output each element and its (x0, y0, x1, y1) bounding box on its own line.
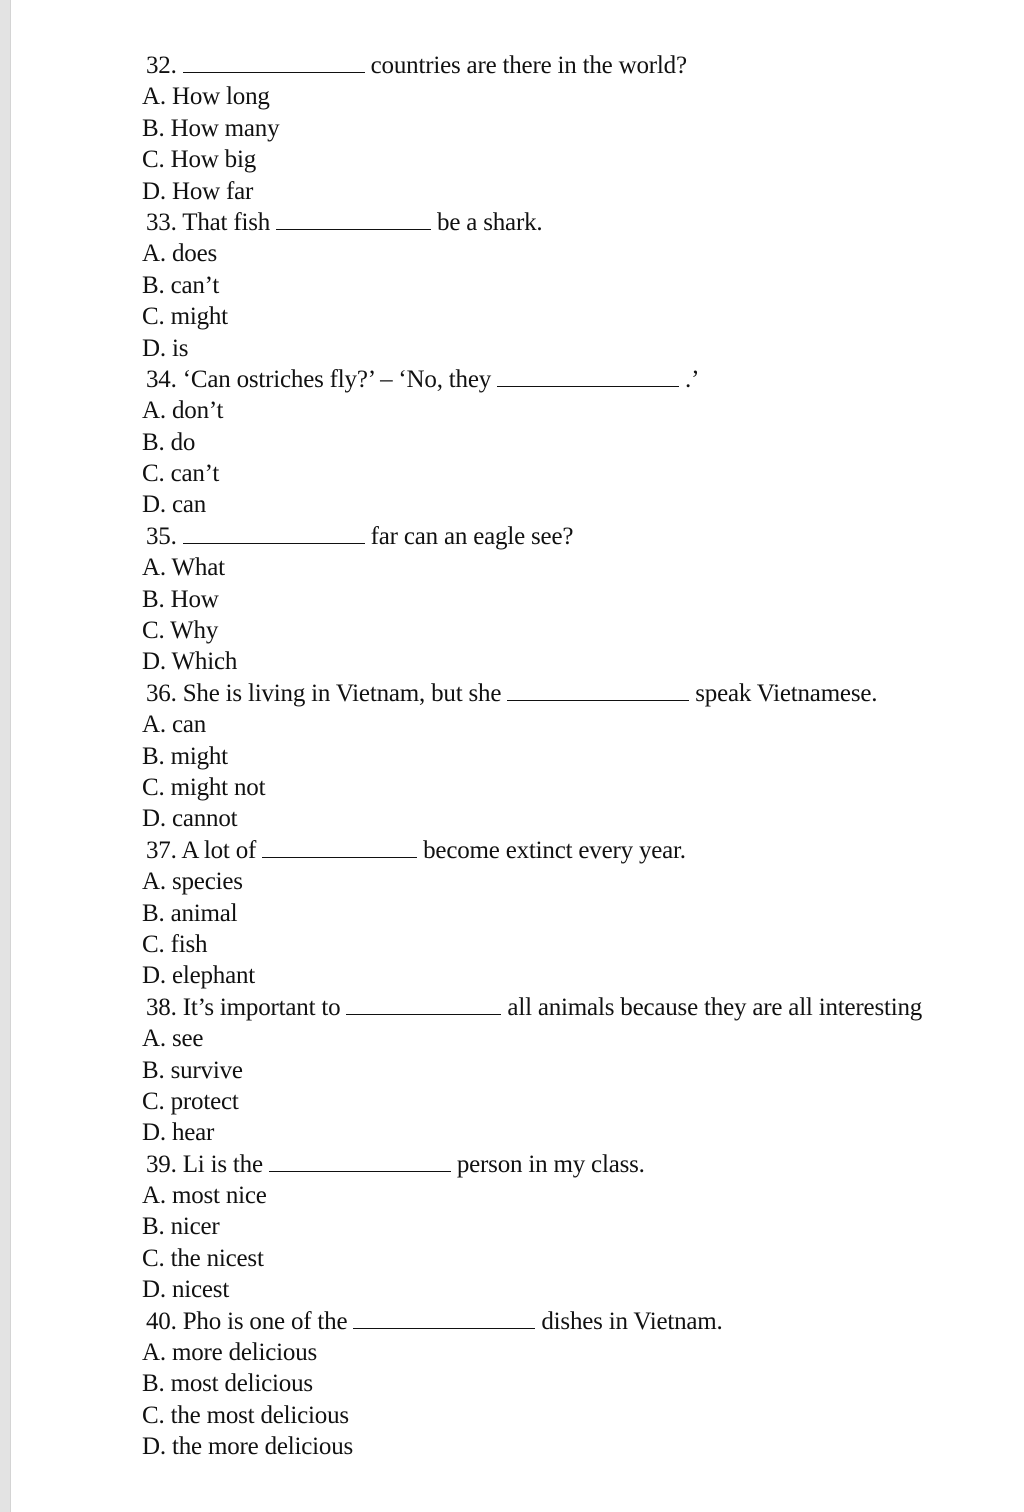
answer-blank (262, 837, 417, 858)
option-text: more delicious (171, 1339, 318, 1367)
option-letter: A. (142, 83, 166, 111)
answer-blank (497, 366, 679, 387)
question-block (142, 992, 1024, 1149)
question-block (142, 364, 1024, 521)
option-letter: C. (142, 1087, 165, 1115)
question-text-before-blank: She is living in Vietnam, but she (182, 679, 502, 707)
answer-option (142, 898, 1024, 929)
option-letter: C. (142, 617, 165, 645)
option-letter: D. (142, 1433, 166, 1461)
question-number: 34. (146, 365, 177, 393)
answer-option (142, 1117, 1024, 1148)
option-text: most delicious (170, 1370, 313, 1398)
question-number: 40. (146, 1307, 177, 1335)
option-text: the nicest (170, 1244, 264, 1272)
left-page-border (0, 0, 11, 1512)
answer-option (142, 458, 1024, 489)
question-stem (142, 50, 1024, 81)
option-text: animal (170, 899, 238, 927)
answer-blank (507, 680, 689, 701)
option-letter: B. (142, 585, 165, 613)
option-text: don’t (171, 397, 224, 425)
answer-option (142, 709, 1024, 740)
option-text: How (170, 585, 219, 613)
answer-blank (276, 209, 431, 230)
answer-option (142, 1431, 1024, 1462)
question-stem (142, 521, 1024, 552)
option-letter: D. (142, 177, 166, 205)
answer-option (142, 741, 1024, 772)
answer-option (142, 1368, 1024, 1399)
answer-option (142, 772, 1024, 803)
option-text: might (170, 742, 228, 770)
option-letter: B. (142, 428, 165, 456)
question-block (142, 521, 1024, 678)
option-letter: A. (142, 554, 166, 582)
answer-blank (183, 523, 365, 544)
option-text: nicest (171, 1276, 230, 1304)
question-text-after-blank: far can an eagle see? (370, 522, 574, 550)
option-text: see (171, 1025, 204, 1053)
answer-option (142, 301, 1024, 332)
answer-option (142, 803, 1024, 834)
answer-option (142, 615, 1024, 646)
question-number: 39. (146, 1150, 177, 1178)
option-text: cannot (171, 805, 238, 833)
question-block (142, 1306, 1024, 1463)
option-letter: C. (142, 773, 165, 801)
question-text-after-blank: be a shark. (437, 208, 543, 236)
question-block (142, 50, 1024, 207)
answer-option (142, 866, 1024, 897)
option-letter: D. (142, 1276, 166, 1304)
option-letter: C. (142, 1401, 165, 1429)
answer-option (142, 395, 1024, 426)
answer-option (142, 270, 1024, 301)
answer-option (142, 646, 1024, 677)
answer-option (142, 1180, 1024, 1211)
answer-option (142, 1055, 1024, 1086)
option-text: can (171, 711, 207, 739)
option-text: is (171, 334, 189, 362)
question-number: 37. (146, 836, 177, 864)
option-letter: A. (142, 1339, 166, 1367)
question-stem (142, 1306, 1024, 1337)
answer-option (142, 81, 1024, 112)
option-text: fish (170, 930, 208, 958)
option-letter: B. (142, 271, 165, 299)
question-number: 35. (146, 522, 177, 550)
option-letter: B. (142, 899, 165, 927)
answer-option (142, 1243, 1024, 1274)
option-text: What (171, 554, 225, 582)
question-text-after-blank: speak Vietnamese. (695, 679, 878, 707)
question-text-after-blank: dishes in Vietnam. (541, 1307, 723, 1335)
option-letter: A. (142, 240, 166, 268)
option-text: can’t (170, 460, 220, 488)
option-letter: A. (142, 868, 166, 896)
answer-option (142, 1086, 1024, 1117)
answer-option (142, 1400, 1024, 1431)
answer-option (142, 427, 1024, 458)
option-letter: A. (142, 1025, 166, 1053)
answer-option (142, 1274, 1024, 1305)
option-letter: D. (142, 491, 166, 519)
option-letter: C. (142, 460, 165, 488)
question-block (142, 678, 1024, 835)
question-text-after-blank: become extinct every year. (423, 836, 686, 864)
question-stem (142, 835, 1024, 866)
option-letter: C. (142, 303, 165, 331)
question-text-before-blank: It’s important to (182, 993, 341, 1021)
answer-option (142, 960, 1024, 991)
answer-option (142, 584, 1024, 615)
answer-blank (183, 52, 365, 73)
answer-option (142, 489, 1024, 520)
option-text: species (171, 868, 243, 896)
question-text-after-blank: .’ (685, 365, 700, 393)
option-letter: B. (142, 1370, 165, 1398)
option-text: might (170, 303, 228, 331)
quiz-content (142, 50, 1024, 1463)
question-text-before-blank: A lot of (181, 836, 257, 864)
question-text-before-blank: That fish (182, 208, 271, 236)
option-letter: B. (142, 1056, 165, 1084)
question-stem (142, 364, 1024, 395)
question-text-before-blank: Li is the (182, 1150, 263, 1178)
option-text: survive (170, 1056, 243, 1084)
question-stem (142, 992, 1024, 1023)
option-letter: D. (142, 334, 166, 362)
option-letter: D. (142, 962, 166, 990)
option-letter: D. (142, 1119, 166, 1147)
option-letter: C. (142, 1244, 165, 1272)
answer-option (142, 113, 1024, 144)
option-letter: D. (142, 805, 166, 833)
question-block (142, 835, 1024, 992)
answer-blank (346, 994, 501, 1015)
option-letter: C. (142, 146, 165, 174)
question-text-before-blank: ‘Can ostriches fly?’ – ‘No, they (182, 365, 492, 393)
answer-option (142, 144, 1024, 175)
option-letter: A. (142, 397, 166, 425)
option-text: elephant (171, 962, 256, 990)
option-text: can’t (170, 271, 220, 299)
option-text: nicer (170, 1213, 220, 1241)
question-text-after-blank: person in my class. (456, 1150, 645, 1178)
answer-option (142, 929, 1024, 960)
question-block (142, 207, 1024, 364)
question-text-before-blank: Pho is one of the (182, 1307, 348, 1335)
answer-option (142, 333, 1024, 364)
option-text: can (171, 491, 207, 519)
question-block (142, 1149, 1024, 1306)
answer-option (142, 1337, 1024, 1368)
answer-option (142, 176, 1024, 207)
option-letter: B. (142, 742, 165, 770)
question-stem (142, 678, 1024, 709)
option-letter: B. (142, 1213, 165, 1241)
option-text: most nice (171, 1182, 267, 1210)
option-letter: A. (142, 1182, 166, 1210)
question-text-after-blank: all animals because they are all interesting (507, 993, 923, 1021)
question-text-after-blank: countries are there in the world? (370, 52, 687, 79)
question-number: 36. (146, 679, 177, 707)
option-text: Why (170, 617, 219, 645)
option-text: How far (171, 177, 254, 205)
answer-option (142, 1211, 1024, 1242)
option-text: do (170, 428, 196, 456)
option-text: How big (170, 146, 256, 174)
question-number: 38. (146, 993, 177, 1021)
answer-blank (269, 1151, 451, 1172)
option-letter: D. (142, 648, 166, 676)
question-number: 32. (146, 52, 177, 79)
question-number: 33. (146, 208, 177, 236)
option-text: might not (170, 773, 266, 801)
question-stem (142, 1149, 1024, 1180)
answer-option (142, 238, 1024, 269)
option-text: Which (171, 648, 238, 676)
answer-option (142, 1023, 1024, 1054)
option-letter: C. (142, 930, 165, 958)
answer-option (142, 552, 1024, 583)
option-text: the most delicious (170, 1401, 349, 1429)
option-text: How many (170, 114, 280, 142)
option-text: How long (171, 83, 270, 111)
answer-blank (353, 1308, 535, 1329)
option-text: protect (170, 1087, 239, 1115)
option-text: the more delicious (171, 1433, 354, 1461)
option-letter: B. (142, 114, 165, 142)
option-text: hear (171, 1119, 215, 1147)
option-letter: A. (142, 711, 166, 739)
option-text: does (171, 240, 217, 268)
question-stem (142, 207, 1024, 238)
